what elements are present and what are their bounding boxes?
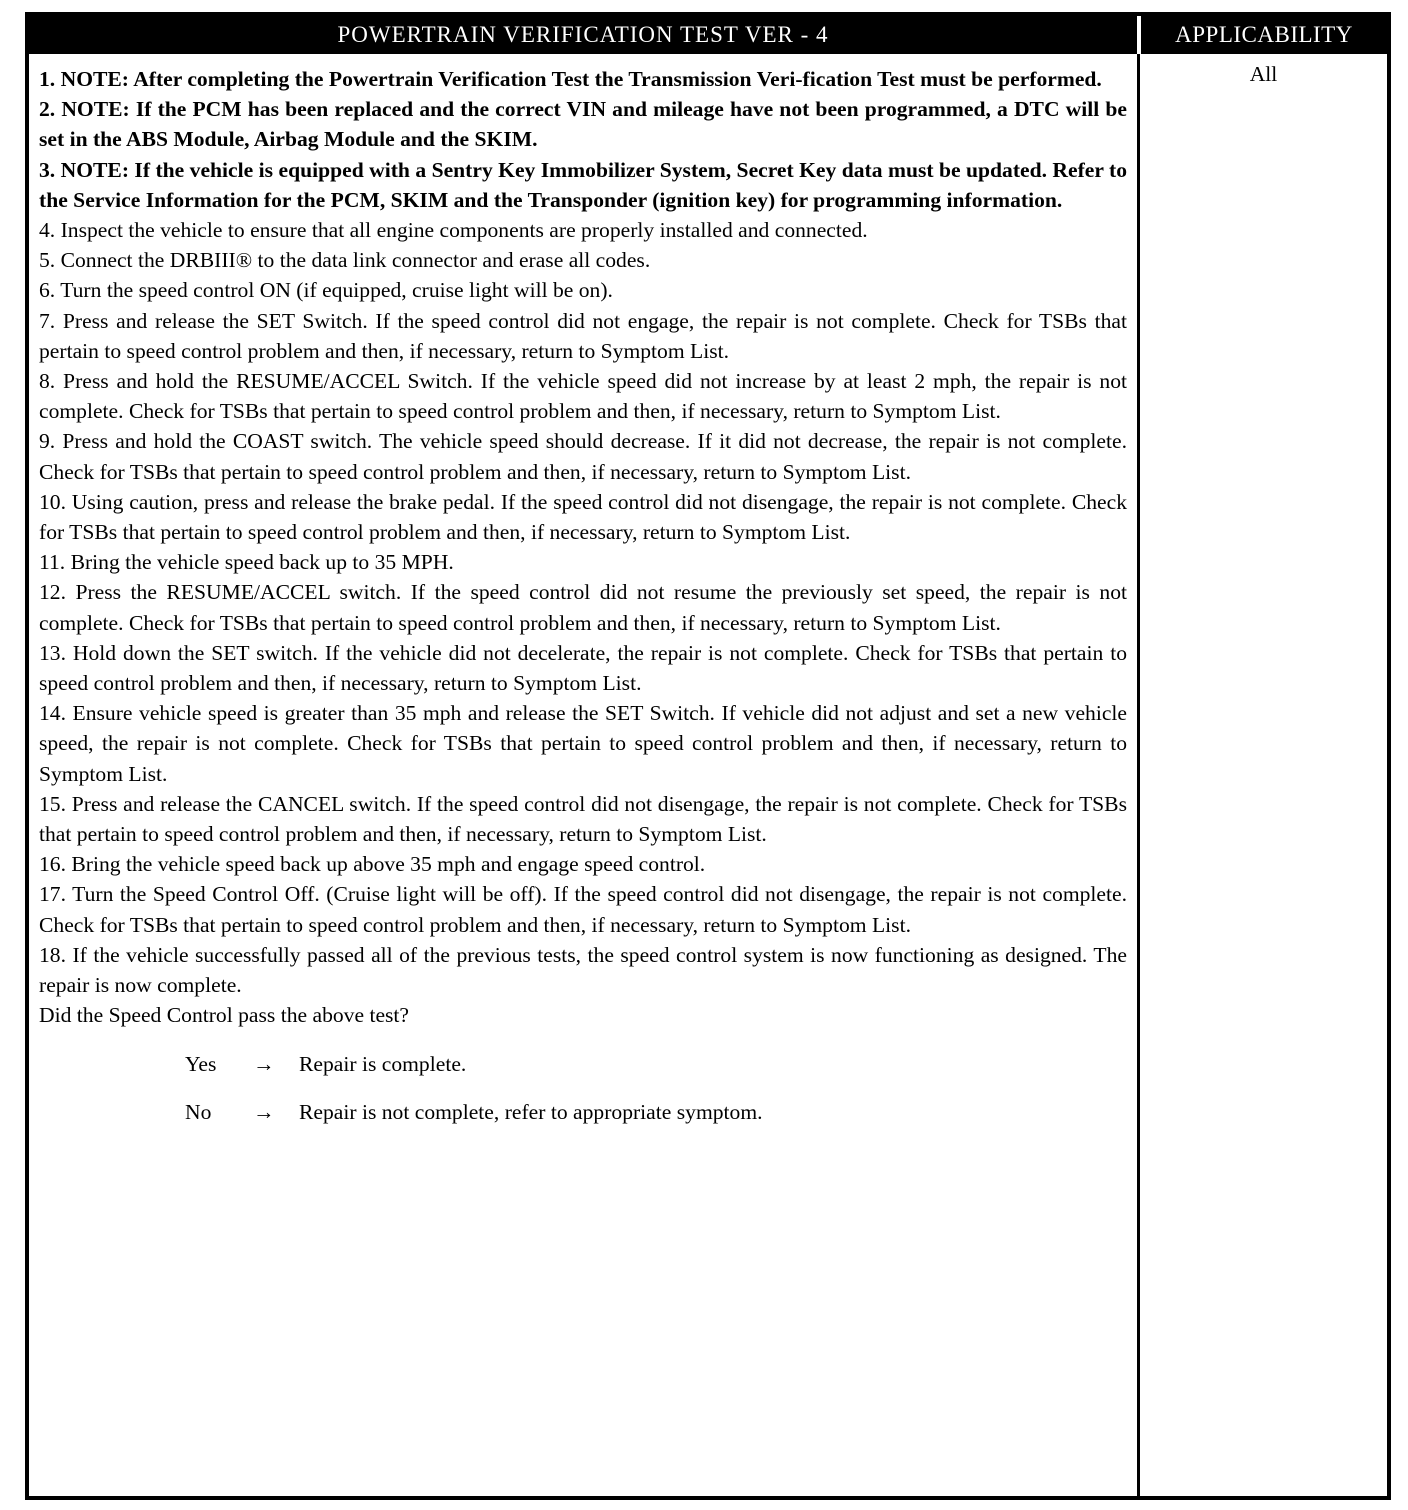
step-10: 10. Using caution, press and release the brake pedal. If the speed control did not disengage, the repair is not complete. Check for TSBs that pertain to speed control problem and then, if necessary, return to Symptom List. (39, 489, 1127, 545)
arrow-right-icon: → (253, 1051, 275, 1076)
step-17: 17. Turn the Speed Control Off. (Cruise light will be off). If the speed control did not disengage, the repair is not complete. Check for TSBs that pertain to speed control problem and then, if necessary, return to Symptom List. (39, 882, 1127, 937)
step-3: 3. NOTE: If the vehicle is equipped with a Sentry Key Immobilizer System, Secret Key data must be updated. Refer to the Service Information for the PCM, SKIM and the Transponder (ignition key) for programming information. (39, 157, 1127, 212)
answer-no-result: Repair is not complete, refer to appropriate symptom. (299, 1099, 763, 1124)
answer-no-label: No (185, 1099, 212, 1124)
answer-yes[interactable] (39, 1049, 1127, 1097)
step-4: 4. Inspect the vehicle to ensure that all engine components are properly installed and connected. (39, 218, 868, 243)
applicability-header: APPLICABILITY (1175, 22, 1353, 47)
step-9: 9. Press and hold the COAST switch. The vehicle speed should decrease. If it did not decrease, the repair is not complete. Check for TSBs that pertain to speed control problem and then, if necessary, return to Symptom List. (39, 429, 1127, 484)
step-11: 11. Bring the vehicle speed back up to 35 MPH. (39, 550, 454, 575)
steps-list (39, 64, 1127, 1000)
table-title: POWERTRAIN VERIFICATION TEST VER - 4 (337, 22, 829, 47)
step-2: 2. NOTE: If the PCM has been replaced and the correct VIN and mileage have not been programmed, a DTC will be set in the ABS Module, Airbag Module and the SKIM. (39, 97, 1127, 152)
answer-yes-label: Yes (185, 1051, 217, 1076)
step-6: 6. Turn the speed control ON (if equipped, cruise light will be on). (39, 278, 613, 303)
test-steps (39, 64, 1127, 1145)
test-question: Did the Speed Control pass the above test? (39, 1003, 410, 1028)
test-table (25, 12, 1391, 1500)
step-7: 7. Press and release the SET Switch. If the speed control did not engage, the repair is not complete. Check for TSBs that pertain to speed control problem and then, if necessary, return to Symptom List. (39, 308, 1127, 363)
step-13: 13. Hold down the SET switch. If the vehicle did not decelerate, the repair is not complete. Check for TSBs that pertain to speed control problem and then, if necessary, return to Symptom List. (39, 640, 1127, 696)
column-divider (1137, 54, 1140, 1496)
applicability-value: All (1249, 62, 1278, 86)
step-8: 8. Press and hold the RESUME/ACCEL Switch. If the vehicle speed did not increase by at least 2 mph, the repair is not complete. Check for TSBs that pertain to speed control problem and then, if necessary, return to Symptom List. (39, 369, 1127, 424)
step-16: 16. Bring the vehicle speed back up above 35 mph and engage speed control. (39, 852, 706, 877)
step-1: 1. NOTE: After completing the Powertrain Verification Test the Transmission Veri-fication Test must be performed. (39, 67, 1102, 91)
answer-yes-result: Repair is complete. (299, 1051, 467, 1076)
arrow-right-icon: → (253, 1099, 275, 1124)
step-15: 15. Press and release the CANCEL switch. If the speed control did not disengage, the repair is not complete. Check for TSBs that pertain to speed control problem and then, if necessary, return to Symptom List. (39, 791, 1127, 847)
step-5: 5. Connect the DRBIII® to the data link connector and erase all codes. (39, 248, 651, 273)
step-12: 12. Press the RESUME/ACCEL switch. If the speed control did not resume the previously set speed, the repair is not complete. Check for TSBs that pertain to speed control problem and then, if necessary, return to Symptom List. (39, 580, 1127, 635)
step-18: 18. If the vehicle successfully passed all of the previous tests, the speed control system is now functioning as designed. The repair is now complete. (39, 942, 1127, 998)
answer-options (39, 1049, 1127, 1145)
table-header (29, 16, 1387, 54)
answer-no[interactable] (39, 1097, 1127, 1145)
step-14: 14. Ensure vehicle speed is greater than 35 mph and release the SET Switch. If vehicle did not adjust and set a new vehicle speed, the repair is not complete. Check for TSBs that pertain to speed control problem and then, if necessary, return to Symptom List. (39, 701, 1127, 786)
